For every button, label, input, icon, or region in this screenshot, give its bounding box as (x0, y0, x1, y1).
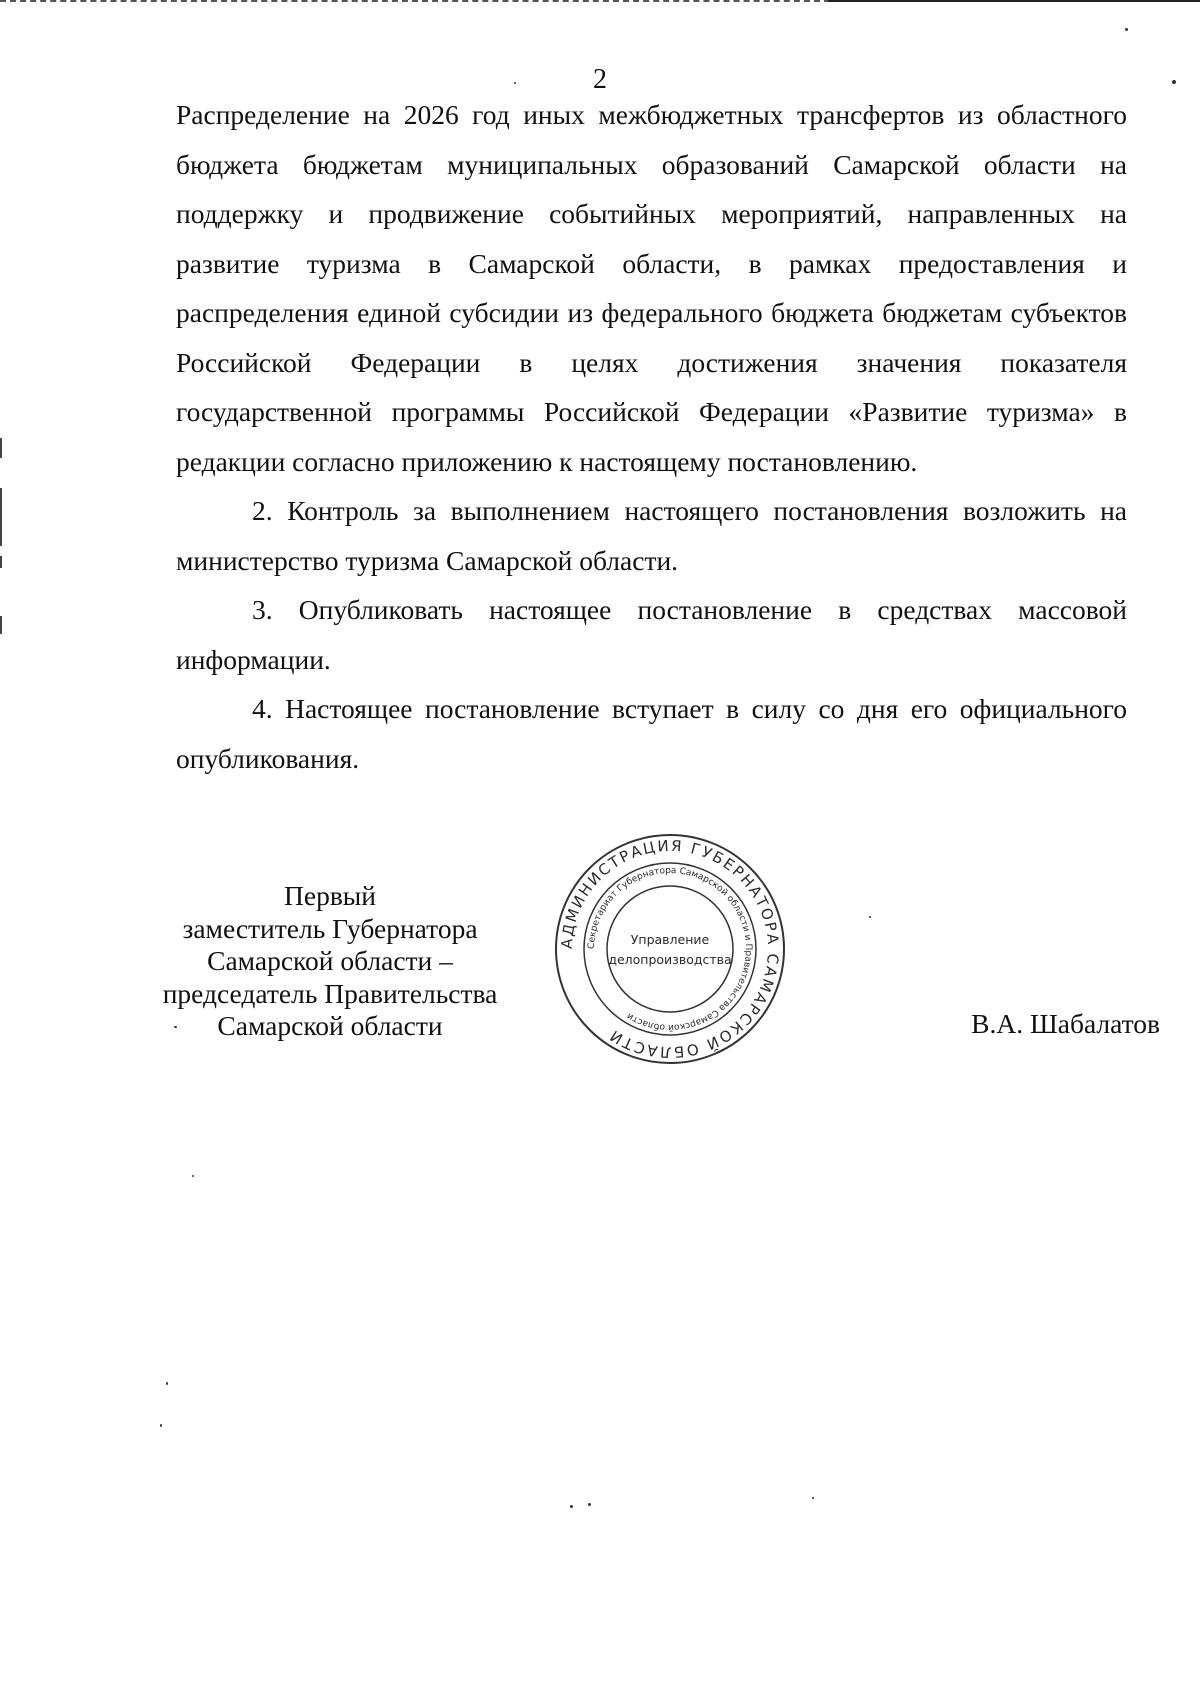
document-body (176, 90, 1127, 783)
scan-speck (166, 1382, 168, 1385)
scan-speck (812, 1497, 814, 1499)
seal-inner-text: Секретариат Губернатора Самарской области и Правительства Самарской области (586, 865, 754, 1033)
signer-title-line: Самарской области – (207, 945, 453, 976)
paragraph-publish: 3. Опубликовать настоящее постановление в средствах массовой информации. (176, 594, 1127, 675)
paragraph-effective: 4. Настоящее постановление вступает в силу со дня его официального опубликования. (176, 693, 1127, 774)
page-number: 2 (593, 64, 607, 95)
signer-title-line: Первый (284, 880, 376, 911)
signer-title (140, 880, 520, 1043)
scan-artifact-top-line (828, 0, 1200, 2)
seal-middle-ring (584, 863, 756, 1035)
scan-margin-mark (0, 556, 2, 568)
scan-speck (570, 1505, 573, 1508)
seal-center-text-line: Управление (630, 932, 710, 947)
scan-speck (1125, 28, 1128, 31)
paragraph-control: 2. Контроль за выполнением настоящего постановления возложить на министерство туризма Самарской области. (176, 495, 1127, 576)
official-seal-stamp (553, 832, 787, 1066)
scan-artifact-top-dashed (0, 0, 830, 2)
scan-margin-mark (0, 616, 2, 634)
signer-title-line: Самарской области (217, 1010, 443, 1041)
scan-speck (588, 1503, 591, 1506)
signer-title-line: заместитель Губернатора (182, 912, 478, 944)
scan-margin-mark (0, 488, 2, 546)
signer-name: В.А. Шабалатов (971, 1008, 1160, 1039)
scan-margin-mark (0, 438, 2, 458)
seal-outer-text: АДМИНИСТРАЦИЯ ГУБЕРНАТОРА САМАРСКОЙ ОБЛАСТИ (557, 836, 783, 1062)
scan-speck (160, 1424, 162, 1427)
scan-speck (192, 1175, 194, 1177)
scan-speck (869, 916, 871, 918)
seal-center-text-line: делопроизводства (608, 952, 732, 967)
signer-title-line: председатель Правительства (162, 977, 498, 1009)
paragraph-distribution: Распределение на 2026 год иных межбюджетных трансфертов из областного бюджета бюджетам муниципальных образований Самарской области на поддержку и продвижение событийных мероприятий, направленных на развитие туризма в Самарской области, в рамках предоставления и распределения единой субсидии из федерального бюджета бюджетам субъектов Российской Федерации в целях достижения значения показателя государственной программы Российской Федерации «Развитие туризма» в редакции согласно приложению к настоящему постановлению. (176, 99, 1127, 477)
seal-inner-ring (607, 886, 733, 1012)
